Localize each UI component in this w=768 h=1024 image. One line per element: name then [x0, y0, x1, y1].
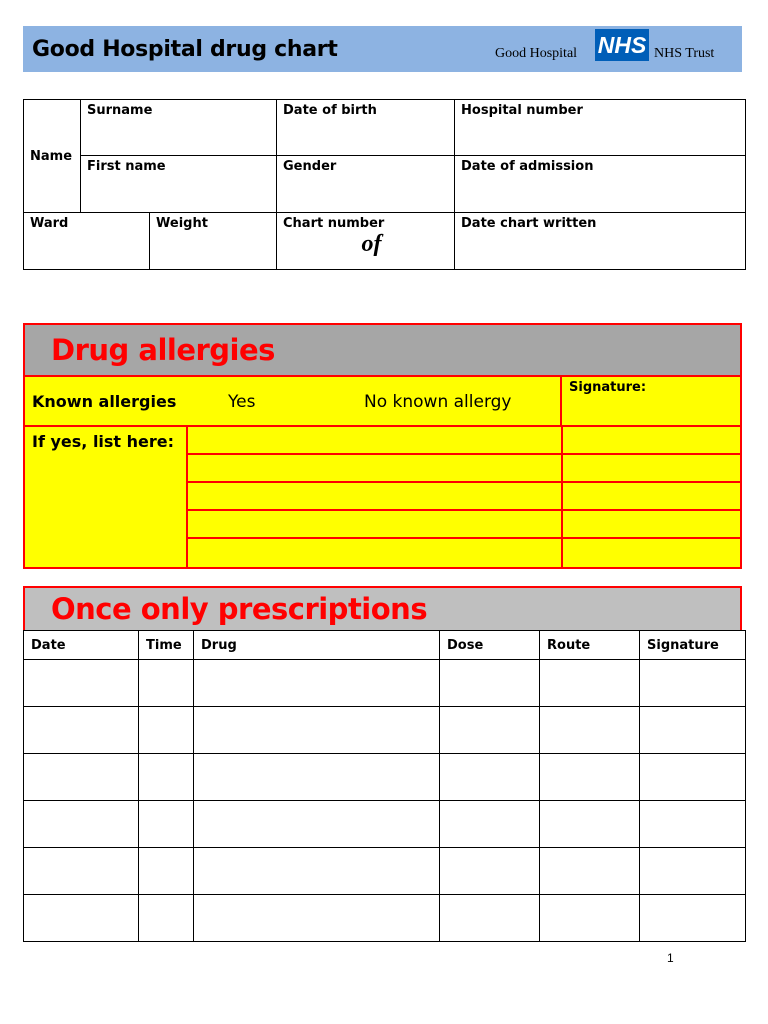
time-cell[interactable]	[139, 754, 194, 801]
first-name-field[interactable]	[81, 156, 277, 213]
dose-cell[interactable]	[440, 707, 540, 754]
dob-label: Date of birth	[283, 103, 377, 118]
allergy-signature-cell-divider	[561, 483, 563, 509]
date-cell[interactable]	[24, 754, 139, 801]
surname-field[interactable]	[81, 100, 277, 156]
allergy-signature-label: Signature:	[569, 380, 647, 395]
hospital-number-label: Hospital number	[461, 103, 583, 118]
surname-label: Surname	[87, 103, 153, 118]
once-only-title: Once only prescriptions	[51, 592, 428, 626]
route-cell[interactable]	[540, 707, 640, 754]
once-only-table	[23, 630, 746, 942]
nhs-logo: NHS	[595, 29, 649, 61]
allergies-header	[25, 325, 740, 377]
table-row	[24, 848, 746, 895]
signature-cell[interactable]	[640, 801, 746, 848]
allergy-signature-cell-divider	[561, 511, 563, 537]
allergy-signature-cell-divider	[561, 455, 563, 481]
ward-field[interactable]	[24, 213, 150, 270]
drug-cell[interactable]	[194, 895, 440, 942]
date-cell[interactable]	[24, 895, 139, 942]
date-cell[interactable]	[24, 848, 139, 895]
signature-cell[interactable]	[640, 848, 746, 895]
column-header-dose: Dose	[440, 631, 540, 660]
allergy-list-label: If yes, list here:	[32, 432, 175, 451]
column-header-route: Route	[540, 631, 640, 660]
time-cell[interactable]	[139, 895, 194, 942]
column-header-time: Time	[139, 631, 194, 660]
date-chart-written-label: Date chart written	[461, 216, 597, 231]
signature-cell[interactable]	[640, 754, 746, 801]
table-row	[24, 754, 746, 801]
dose-cell[interactable]	[440, 801, 540, 848]
trust-suffix: NHS Trust	[654, 46, 715, 61]
allergy-list-row[interactable]	[188, 455, 740, 483]
no-known-allergy-option[interactable]: No known allergy	[364, 392, 512, 412]
column-header-date: Date	[24, 631, 139, 660]
date-cell[interactable]	[24, 801, 139, 848]
name-label: Name	[24, 100, 81, 213]
drug-cell[interactable]	[194, 754, 440, 801]
table-row	[24, 660, 746, 707]
route-cell[interactable]	[540, 754, 640, 801]
time-cell[interactable]	[139, 660, 194, 707]
chart-number-of: of	[361, 231, 382, 257]
drug-cell[interactable]	[194, 801, 440, 848]
route-cell[interactable]	[540, 801, 640, 848]
admission-date-label: Date of admission	[461, 159, 594, 174]
signature-cell[interactable]	[640, 707, 746, 754]
signature-cell[interactable]	[640, 895, 746, 942]
dose-cell[interactable]	[440, 848, 540, 895]
patient-details-table	[23, 99, 746, 270]
allergy-list-row[interactable]	[188, 539, 740, 567]
once-only-header	[23, 586, 742, 631]
date-chart-written-field[interactable]	[455, 213, 746, 270]
column-header-drug: Drug	[194, 631, 440, 660]
allergy-signature-cell-divider	[561, 539, 563, 567]
signature-divider	[560, 377, 562, 425]
ward-label: Ward	[30, 216, 69, 231]
allergies-title: Drug allergies	[51, 333, 275, 367]
dose-cell[interactable]	[440, 895, 540, 942]
first-name-label: First name	[87, 159, 166, 174]
allergy-list-row[interactable]	[188, 427, 740, 455]
admission-date-field[interactable]	[455, 156, 746, 213]
date-cell[interactable]	[24, 660, 139, 707]
weight-field[interactable]	[150, 213, 277, 270]
route-cell[interactable]	[540, 848, 640, 895]
gender-label: Gender	[283, 159, 337, 174]
route-cell[interactable]	[540, 895, 640, 942]
allergy-list-row[interactable]	[188, 483, 740, 511]
page-title: Good Hospital drug chart	[32, 37, 338, 62]
table-row	[24, 801, 746, 848]
hospital-number-field[interactable]	[455, 100, 746, 156]
table-row	[24, 895, 746, 942]
drug-cell[interactable]	[194, 848, 440, 895]
chart-number-field[interactable]	[277, 213, 455, 270]
dob-field[interactable]	[277, 100, 455, 156]
date-cell[interactable]	[24, 707, 139, 754]
chart-number-label: Chart number	[283, 216, 385, 231]
allergy-yes-option[interactable]: Yes	[228, 392, 256, 412]
page-number: 1	[667, 951, 674, 965]
weight-label: Weight	[156, 216, 208, 231]
drug-cell[interactable]	[194, 707, 440, 754]
signature-cell[interactable]	[640, 660, 746, 707]
dose-cell[interactable]	[440, 754, 540, 801]
drug-cell[interactable]	[194, 660, 440, 707]
drug-allergies-section	[23, 323, 742, 569]
time-cell[interactable]	[139, 801, 194, 848]
allergy-signature-cell-divider	[561, 427, 563, 453]
table-row	[24, 707, 746, 754]
gender-field[interactable]	[277, 156, 455, 213]
column-header-signature: Signature	[640, 631, 746, 660]
known-allergies-row	[25, 377, 740, 427]
time-cell[interactable]	[139, 848, 194, 895]
route-cell[interactable]	[540, 660, 640, 707]
time-cell[interactable]	[139, 707, 194, 754]
known-allergies-label: Known allergies	[32, 392, 177, 411]
allergy-list-row[interactable]	[188, 511, 740, 539]
dose-cell[interactable]	[440, 660, 540, 707]
allergy-list-grid	[186, 427, 740, 567]
trust-name: Good Hospital	[495, 46, 578, 61]
header-bar	[23, 26, 742, 72]
